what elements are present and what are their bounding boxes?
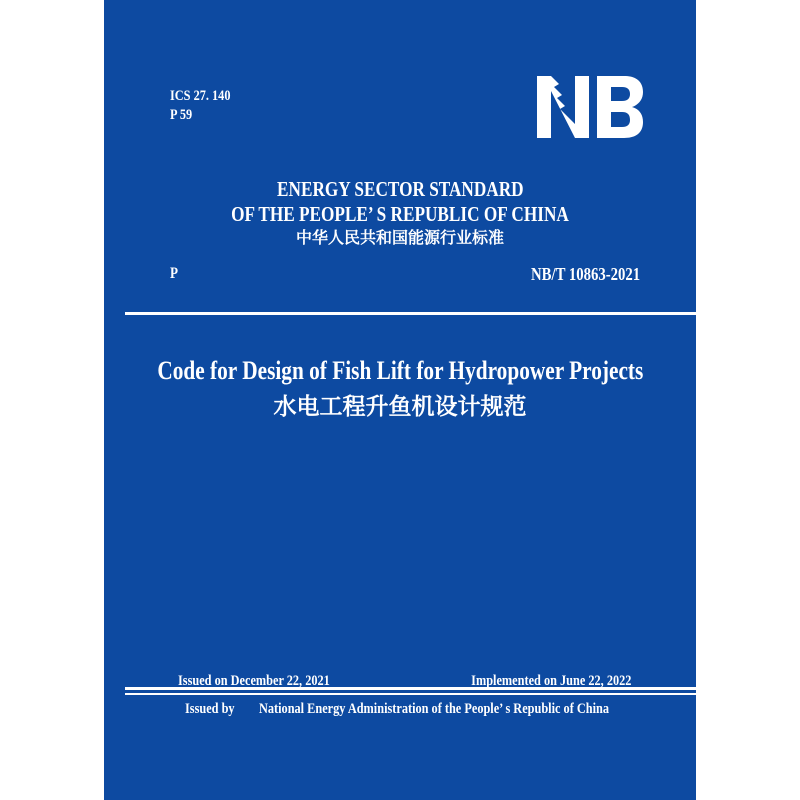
issued-by-row [185, 701, 686, 718]
issued-by-label: Issued by [185, 701, 235, 717]
title-en: Code for Design of Fish Lift for Hydropower Projects [157, 356, 644, 385]
nb-logo-letter-b [597, 76, 643, 138]
issued-by-value: National Energy Administration of the People’ s Republic of China [259, 701, 610, 717]
implemented-date: Implemented on June 22, 2022 [470, 673, 631, 689]
standard-number: NB/T 10863-2021 [530, 264, 640, 284]
standard-cover [104, 0, 696, 800]
standard-org-cn: 中华人民共和国能源行业标准 [295, 230, 504, 247]
ics-code: ICS 27. 140 [170, 88, 231, 104]
ics-class-block [170, 87, 244, 124]
title-cn: 水电工程升鱼机设计规范 [273, 394, 527, 419]
doc-class-letter: P [170, 265, 179, 282]
footer-rule [125, 687, 696, 695]
standard-org-en-line1: ENERGY SECTOR STANDARD [276, 177, 524, 201]
classification-code: P 59 [170, 106, 193, 123]
header-rule [125, 312, 696, 315]
standard-org-en-line2: OF THE PEOPLE’ S REPUBLIC OF CHINA [231, 202, 569, 226]
nb-logo [537, 76, 643, 138]
nb-logo-letter-n [537, 76, 589, 138]
issued-date: Issued on December 22, 2021 [178, 673, 330, 689]
